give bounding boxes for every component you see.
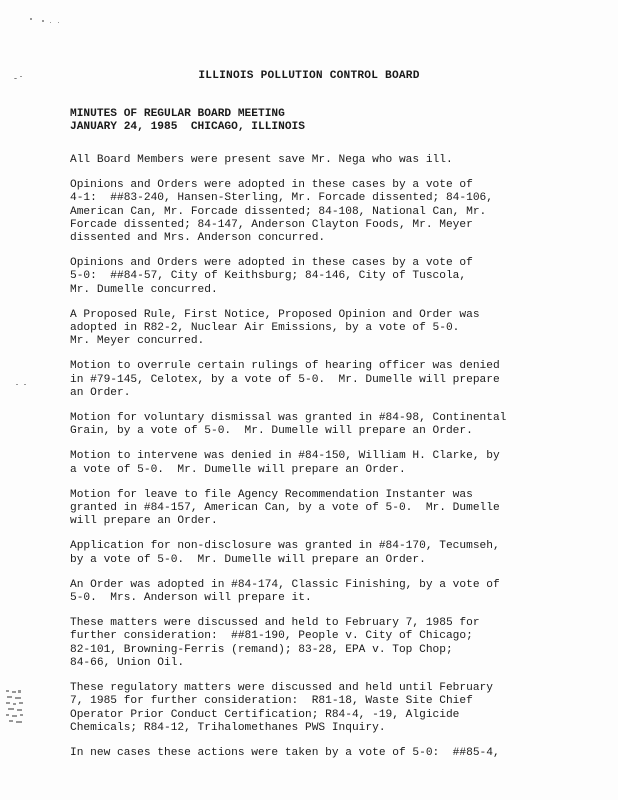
paragraph-line: adopted in R82-2, Nuclear Air Emissions, by a vote of 5-0.	[70, 322, 460, 335]
minutes-paragraph	[70, 412, 550, 438]
minutes-paragraph	[70, 154, 550, 167]
minutes-body	[70, 154, 550, 772]
paragraph-line: Opinions and Orders were adopted in these cases by a vote of	[70, 257, 473, 270]
minutes-paragraph	[70, 450, 550, 476]
heading-line-1: MINUTES OF REGULAR BOARD MEETING	[70, 108, 285, 120]
paragraph-line: 84-66, Union Oil.	[70, 656, 185, 669]
minutes-paragraph	[70, 579, 550, 605]
paragraph-line: Forcade dissented; 84-147, Anderson Clayton Foods, Mr. Meyer	[70, 218, 473, 231]
document-title: ILLINOIS POLLUTION CONTROL BOARD	[198, 70, 420, 82]
minutes-paragraph	[70, 489, 550, 529]
paragraph-line: 4-1: ##83-240, Hansen-Sterling, Mr. Forcade dissented; 84-106,	[70, 192, 493, 205]
paragraph-line: will prepare an Order.	[70, 515, 218, 528]
paragraph-line: American Can, Mr. Forcade dissented; 84-108, National Can, Mr.	[70, 205, 487, 218]
minutes-paragraph	[70, 682, 550, 735]
minutes-paragraph	[70, 747, 550, 760]
minutes-paragraph	[70, 179, 550, 245]
heading-line-2: JANUARY 24, 1985 CHICAGO, ILLINOIS	[70, 121, 305, 134]
paragraph-line: These matters were discussed and held to February 7, 1985 for	[70, 617, 480, 630]
paragraph-line: Motion for voluntary dismissal was granted in #84-98, Continental	[70, 412, 507, 425]
paragraph-line: Mr. Meyer concurred.	[70, 335, 205, 348]
paragraph-line: Opinions and Orders were adopted in these cases by a vote of	[70, 179, 473, 192]
paragraph-line: In new cases these actions were taken by a vote of 5-0: ##85-4,	[70, 746, 500, 759]
paragraph-line: Chemicals; R84-12, Trihalomethanes PWS Inquiry.	[70, 721, 386, 734]
paragraph-line: An Order was adopted in #84-174, Classic Finishing, by a vote of	[70, 578, 500, 591]
minutes-paragraph	[70, 309, 550, 349]
paragraph-line: further consideration: ##81-190, People v. City of Chicago;	[70, 630, 473, 643]
paragraph-line: Motion for leave to file Agency Recommendation Instanter was	[70, 488, 473, 501]
paragraph-line: Grain, by a vote of 5-0. Mr. Dumelle will prepare an Order.	[70, 425, 473, 438]
paragraph-line: Motion to intervene was denied in #84-150, William H. Clarke, by	[70, 450, 500, 463]
paragraph-line: These regulatory matters were discussed and held until February	[70, 682, 493, 695]
paragraph-line: Motion to overrule certain rulings of hearing officer was denied	[70, 360, 500, 373]
paragraph-line: A Proposed Rule, First Notice, Proposed Opinion and Order was	[70, 308, 480, 321]
paragraph-line: a vote of 5-0. Mr. Dumelle will prepare an Order.	[70, 463, 406, 476]
paragraph-line: All Board Members were present save Mr. Nega who was ill.	[70, 154, 453, 166]
minutes-heading	[70, 108, 305, 134]
minutes-paragraph	[70, 257, 550, 297]
minutes-paragraph	[70, 360, 550, 400]
minutes-paragraph	[70, 617, 550, 670]
paragraph-line: dissented and Mrs. Anderson concurred.	[70, 232, 326, 245]
paragraph-line: 5-0: ##84-57, City of Keithsburg; 84-146, City of Tuscola,	[70, 270, 467, 283]
paragraph-line: an Order.	[70, 386, 131, 399]
paragraph-line: 7, 1985 for further consideration: R81-18, Waste Site Chief	[70, 695, 473, 708]
paragraph-line: Mr. Dumelle concurred.	[70, 283, 218, 296]
margin-stamp-mark	[4, 688, 26, 728]
paragraph-line: 82-101, Browning-Ferris (remand); 83-28, EPA v. Top Chop;	[70, 643, 453, 656]
paragraph-line: 5-0. Mrs. Anderson will prepare it.	[70, 592, 312, 605]
paragraph-line: by a vote of 5-0. Mr. Dumelle will prepare an Order.	[70, 553, 426, 566]
paragraph-line: Application for non-disclosure was granted in #84-170, Tecumseh,	[70, 540, 500, 553]
minutes-paragraph	[70, 540, 550, 566]
paragraph-line: Operator Prior Conduct Certification; R84-4, -19, Algicide	[70, 708, 460, 721]
paragraph-line: granted in #84-157, American Can, by a vote of 5-0. Mr. Dumelle	[70, 502, 500, 515]
paragraph-line: in #79-145, Celotex, by a vote of 5-0. Mr. Dumelle will prepare	[70, 373, 500, 386]
